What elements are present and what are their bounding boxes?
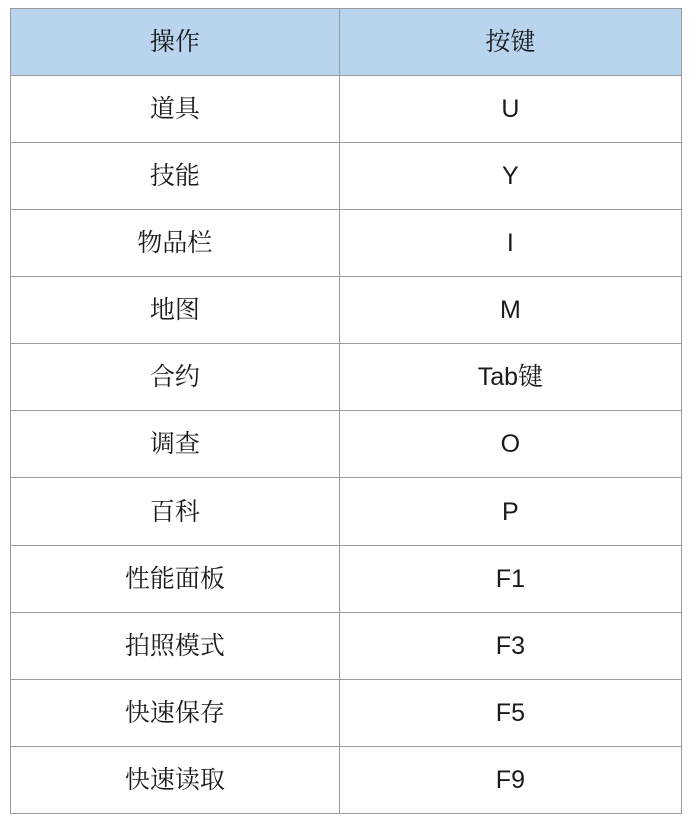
table-row xyxy=(11,277,682,344)
cell-action: 快速读取 xyxy=(11,746,340,813)
cell-key: F9 xyxy=(339,746,681,813)
cell-key: U xyxy=(339,76,681,143)
table-header-row xyxy=(11,9,682,76)
cell-key: Tab键 xyxy=(339,344,681,411)
cell-action: 百科 xyxy=(11,478,340,545)
table-row xyxy=(11,478,682,545)
table-row xyxy=(11,545,682,612)
cell-action: 地图 xyxy=(11,277,340,344)
cell-action: 技能 xyxy=(11,143,340,210)
column-header-action: 操作 xyxy=(11,9,340,76)
keybinding-table xyxy=(10,8,682,814)
table-row xyxy=(11,210,682,277)
cell-key: P xyxy=(339,478,681,545)
cell-action: 拍照模式 xyxy=(11,612,340,679)
table-row xyxy=(11,76,682,143)
table-row xyxy=(11,679,682,746)
cell-action: 合约 xyxy=(11,344,340,411)
table-row xyxy=(11,411,682,478)
table-row xyxy=(11,612,682,679)
column-header-key: 按键 xyxy=(339,9,681,76)
table-row xyxy=(11,143,682,210)
cell-action: 性能面板 xyxy=(11,545,340,612)
cell-action: 快速保存 xyxy=(11,679,340,746)
cell-key: F1 xyxy=(339,545,681,612)
table-header xyxy=(11,9,682,76)
cell-key: Y xyxy=(339,143,681,210)
cell-key: F3 xyxy=(339,612,681,679)
cell-key: I xyxy=(339,210,681,277)
cell-action: 道具 xyxy=(11,76,340,143)
table-body xyxy=(11,76,682,814)
cell-action: 物品栏 xyxy=(11,210,340,277)
table-row xyxy=(11,746,682,813)
cell-action: 调查 xyxy=(11,411,340,478)
cell-key: M xyxy=(339,277,681,344)
cell-key: O xyxy=(339,411,681,478)
cell-key: F5 xyxy=(339,679,681,746)
table-row xyxy=(11,344,682,411)
